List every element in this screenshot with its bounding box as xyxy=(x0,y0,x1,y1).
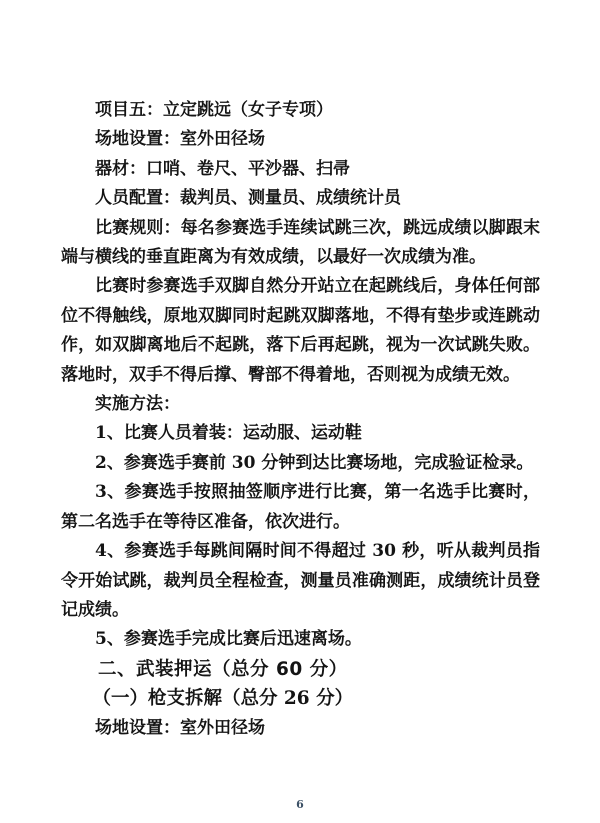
para-implementation-method-header: 实施方法： xyxy=(95,394,180,415)
para-competition-rules: 比赛规则：每名参赛选手连续试跳三次，跳远成绩以脚跟末端与横线的垂直距离为有效成绩，以最好一次成绩为准。 xyxy=(61,217,540,268)
para-venue-setup: 场地设置：室外田径场 xyxy=(95,129,265,150)
para-venue-setup-2: 场地设置：室外田径场 xyxy=(95,717,265,738)
subheading-gun-disassembly: （一）枪支拆解（总分 26 分） xyxy=(92,688,354,710)
para-method-item-3: 3、参赛选手按照抽签顺序进行比赛，第一名选手比赛时，第二名选手在等待区准备，依次进行。 xyxy=(61,482,540,532)
para-method-item-5: 5、参赛选手完成比赛后迅速离场。 xyxy=(95,629,362,650)
para-method-item-2: 2、参赛选手赛前 30 分钟到达比赛场地，完成验证检录。 xyxy=(95,452,534,473)
para-equipment: 器材：口哨、卷尺、平沙器、扫帚 xyxy=(95,158,350,179)
para-personnel: 人员配置：裁判员、测量员、成绩统计员 xyxy=(95,188,401,209)
document-body xyxy=(61,96,540,743)
para-method-item-1: 1、比赛人员着装：运动服、运动鞋 xyxy=(95,423,362,444)
heading-armed-escort: 二、武装押运（总分 60 分） xyxy=(98,658,348,680)
page-number: 6 xyxy=(296,798,304,811)
para-method-item-4: 4、参赛选手每跳间隔时间不得超过 30 秒，听从裁判员指令开始试跳，裁判员全程检查，测量员准确测距，成绩统计员登记成绩。 xyxy=(61,541,540,620)
para-project-five-title: 项目五：立定跳远（女子专项） xyxy=(95,100,333,120)
para-competition-rules-detail: 比赛时参赛选手双脚自然分开站立在起跳线后，身体任何部位不得触线，原地双脚同时起跳双脚落地，不得有垫步或连跳动作，如双脚离地后不起跳，落下后再起跳，视为一次试跳失败。落地时，双手不得后撑、臀部不得着地，否则视为成绩无效。 xyxy=(61,276,540,385)
